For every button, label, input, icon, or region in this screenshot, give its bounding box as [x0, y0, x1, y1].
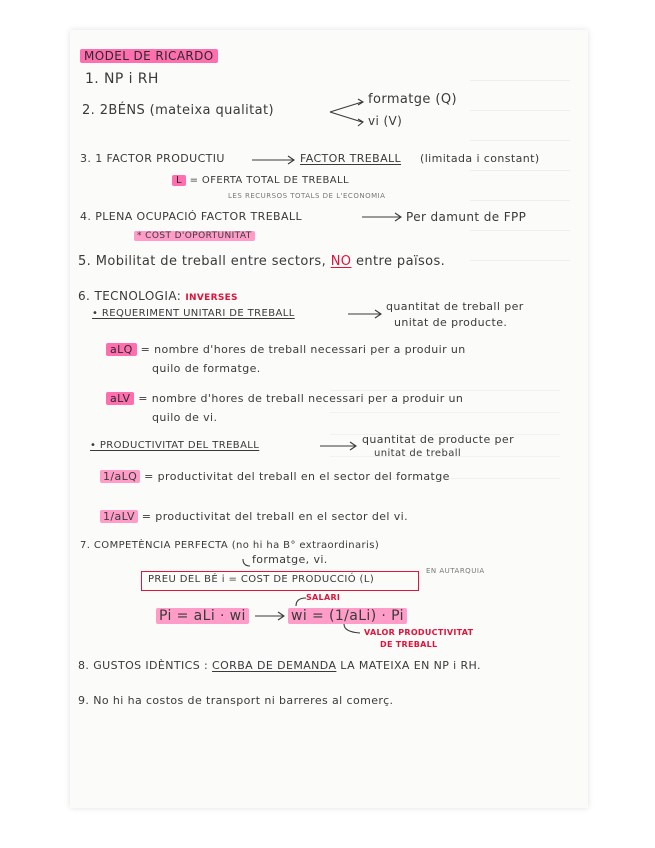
item-3-note: (limitada i constant)	[420, 152, 540, 165]
requeriment-def-2: unitat de producte.	[394, 316, 508, 329]
arrow-curved-icon	[296, 598, 306, 606]
alq-definition: aLQ = nombre d'hores de treball necessari per a produir un	[106, 343, 466, 356]
inv-alq-definition: 1/aLQ = productivitat del treball en el sector del formatge	[100, 470, 450, 483]
item-1: 1. NP i RH	[85, 71, 159, 87]
arrow-curved-icon	[243, 559, 250, 566]
inv-alq-label: 1/aLQ	[100, 470, 140, 483]
item-5-no: NO	[330, 254, 352, 269]
productivitat-title: • PRODUCTIVITAT DEL TREBALL	[90, 440, 260, 451]
productivitat-def-2: unitat de treball	[374, 448, 462, 459]
arrow-curved-icon	[344, 624, 360, 633]
productivitat-def-1: quantitat de producte per	[362, 433, 514, 446]
item-2-vi: vi (V)	[368, 114, 403, 128]
item-6-tag: INVERSES	[185, 293, 238, 303]
salari-label: SALARI	[306, 593, 341, 602]
item-9: 9. No hi ha costos de transport ni barreres al comerç.	[78, 694, 394, 707]
valor-label-1: VALOR PRODUCTIVITAT	[364, 628, 474, 637]
item-4: 4. PLENA OCUPACIÓ FACTOR TREBALL	[80, 210, 302, 223]
alq-label: aLQ	[106, 343, 137, 356]
item-2-formatge: formatge (Q)	[368, 92, 457, 107]
page-title: MODEL DE RICARDO	[80, 49, 218, 63]
alv-definition: aLV = nombre d'hores de treball necessari per a produir un	[106, 392, 463, 405]
item-5: 5. Mobilitat de treball entre sectors, NO entre països.	[78, 254, 446, 269]
alq-definition-2: quilo de formatge.	[152, 362, 261, 375]
fork-arrow-icon	[330, 102, 362, 112]
alv-label: aLV	[106, 392, 134, 405]
item-4-result: Per damunt de FPP	[406, 210, 527, 224]
price-cost-text: PREU DEL BÉ i = COST DE PRODUCCIÓ (L)	[148, 574, 375, 585]
inv-alv-label: 1/aLV	[100, 510, 138, 523]
alv-definition-2: quilo de vi.	[152, 411, 218, 424]
item-7-goods: formatge, vi.	[252, 553, 328, 566]
item-2: 2. 2BÉNS (mateixa qualitat)	[82, 103, 274, 118]
item-8: 8. GUSTOS IDÈNTICS : CORBA DE DEMANDA LA MATEIXA EN NP i RH.	[78, 659, 481, 672]
inv-alv-definition: 1/aLV = productivitat del treball en el sector del vi.	[100, 510, 408, 523]
valor-label-2: DE TREBALL	[380, 640, 438, 649]
item-4-cost: * COST D'OPORTUNITAT	[134, 231, 255, 241]
formula-left: Pi = aLi · wi	[156, 608, 249, 624]
item-6: 6. TECNOLOGIA: INVERSES	[78, 289, 238, 303]
item-7: 7. COMPETÈNCIA PERFECTA (no hi ha B° extraordinaris)	[80, 540, 380, 551]
requeriment-def-1: quantitat de treball per	[386, 300, 524, 313]
requeriment-title: • REQUERIMENT UNITARI DE TREBALL	[92, 308, 295, 319]
item-3: 3. 1 FACTOR PRODUCTIU	[80, 152, 225, 165]
item-8-demand: CORBA DE DEMANDA	[212, 659, 337, 672]
item-3-factor: FACTOR TREBALL	[300, 152, 402, 165]
formula-right: wi = (1/aLi) · Pi	[288, 608, 407, 624]
fork-arrow-icon	[330, 112, 362, 122]
L-symbol: L	[172, 175, 186, 186]
item-3-L-sub: LES RECURSOS TOTALS DE L'ECONOMIA	[228, 192, 386, 200]
autarquia-note: EN AUTARQUIA	[426, 567, 485, 575]
item-3-L-def: L = OFERTA TOTAL DE TREBALL	[172, 175, 349, 186]
